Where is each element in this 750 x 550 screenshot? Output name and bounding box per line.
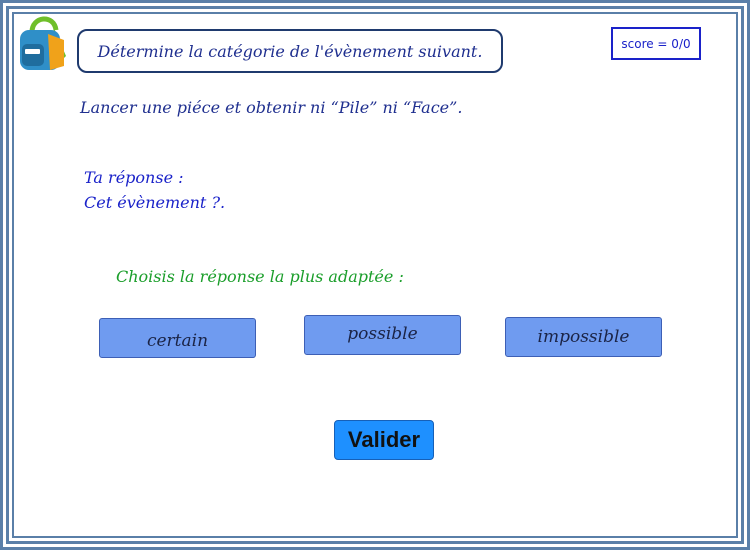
choice-prompt: Choisis la réponse la plus adaptée : [116,267,404,286]
answer-label: Ta réponse : [84,168,184,187]
instruction-title: Détermine la catégorie de l'évènement suivant. [77,29,503,73]
school-backpack-icon [14,12,72,72]
validate-button[interactable]: Valider [334,420,434,460]
choice-impossible-button[interactable]: impossible [505,317,662,357]
event-statement: Lancer une piéce et obtenir ni “Pile” ni “Face”. [80,98,463,117]
choice-certain-button[interactable]: certain [99,318,256,358]
answer-value: Cet évènement ?. [84,193,226,212]
score-display: score = 0/0 [611,27,701,60]
choice-possible-button[interactable]: possible [304,315,461,355]
